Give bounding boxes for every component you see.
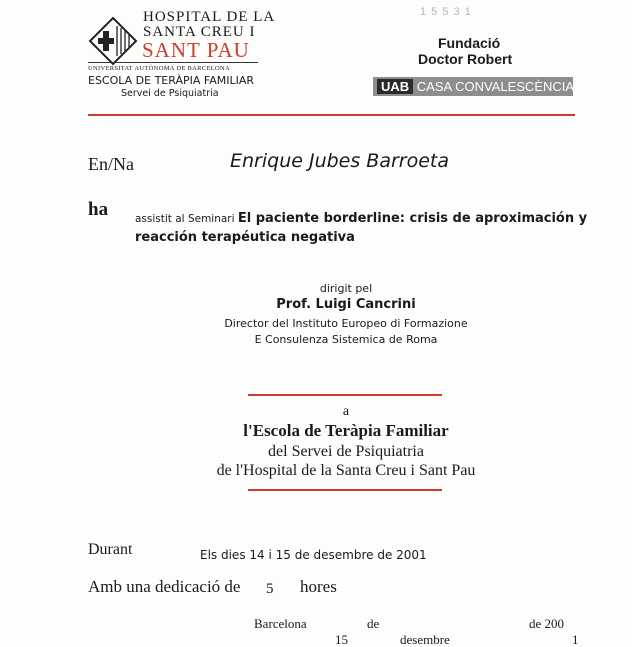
- foundation-line2: Doctor Robert: [418, 51, 513, 67]
- director-title2: E Consulenza Sistemica de Roma: [254, 333, 438, 346]
- divider: [88, 62, 258, 63]
- seminar-line2: reacción terapéutica negativa: [135, 230, 355, 245]
- section-divider: [248, 394, 442, 396]
- dates-value: Els dies 14 i 15 de desembre de 2001: [200, 548, 427, 562]
- seminar-line1: [135, 212, 587, 226]
- director-title1: Director del Instituto Europeo di Formazione: [224, 317, 468, 330]
- place-label: Barcelona: [254, 616, 307, 631]
- a-label: a: [342, 404, 350, 419]
- month-value: desembre: [400, 632, 450, 647]
- institution-line3: de l'Hospital de la Santa Creu i Sant Pau: [216, 462, 476, 479]
- institution-line1: l'Escola de Teràpia Familiar: [243, 421, 449, 440]
- hours-value: 5: [266, 581, 274, 597]
- recipient-name: Enrique Jubes Barroeta: [230, 150, 450, 172]
- uab-mark: UAB: [377, 79, 413, 94]
- day-value: 15: [335, 632, 348, 647]
- seminar-title: El paciente borderline: crisis de aproximación y: [237, 211, 588, 226]
- hospital-emblem-icon: [88, 16, 138, 66]
- en-na-label: En/Na: [88, 154, 134, 174]
- stamp-number: 1 5 5 3 1: [420, 6, 472, 18]
- hospital-name-line3: SANT PAU: [142, 38, 250, 62]
- school-name: ESCOLA DE TERÀPIA FAMILIAR: [88, 74, 254, 87]
- director-name: Prof. Luigi Cancrini: [276, 297, 416, 312]
- year-digit-value: 1: [572, 632, 579, 647]
- dedicacio-label: Amb una dedicació de: [88, 577, 241, 596]
- hores-label: hores: [300, 577, 337, 596]
- durant-label: Durant: [88, 541, 133, 558]
- de-label: de: [367, 616, 380, 631]
- service-name: Servei de Psiquiatria: [121, 88, 219, 99]
- foundation-line1: Fundació: [438, 35, 501, 51]
- ha-label: ha: [88, 199, 109, 220]
- casa-convalescencia-logo: [373, 77, 573, 96]
- assistit-label: assistit al Seminari: [135, 213, 235, 225]
- dirigit-label: dirigit pel: [319, 282, 373, 295]
- institution-line2: del Servei de Psiquiatria: [268, 443, 424, 460]
- de-year-label: de 200: [529, 616, 565, 631]
- casa-label: CASA CONVALESCÈNCIA: [416, 79, 575, 94]
- section-divider: [248, 489, 442, 491]
- hospital-name-line1: HOSPITAL DE LA: [143, 9, 276, 25]
- header-divider: [88, 114, 575, 116]
- university-name: UNIVERSITAT AUTÒNOMA DE BARCELONA: [88, 65, 230, 72]
- hospital-name-line2: SANTA CREU I: [143, 24, 256, 40]
